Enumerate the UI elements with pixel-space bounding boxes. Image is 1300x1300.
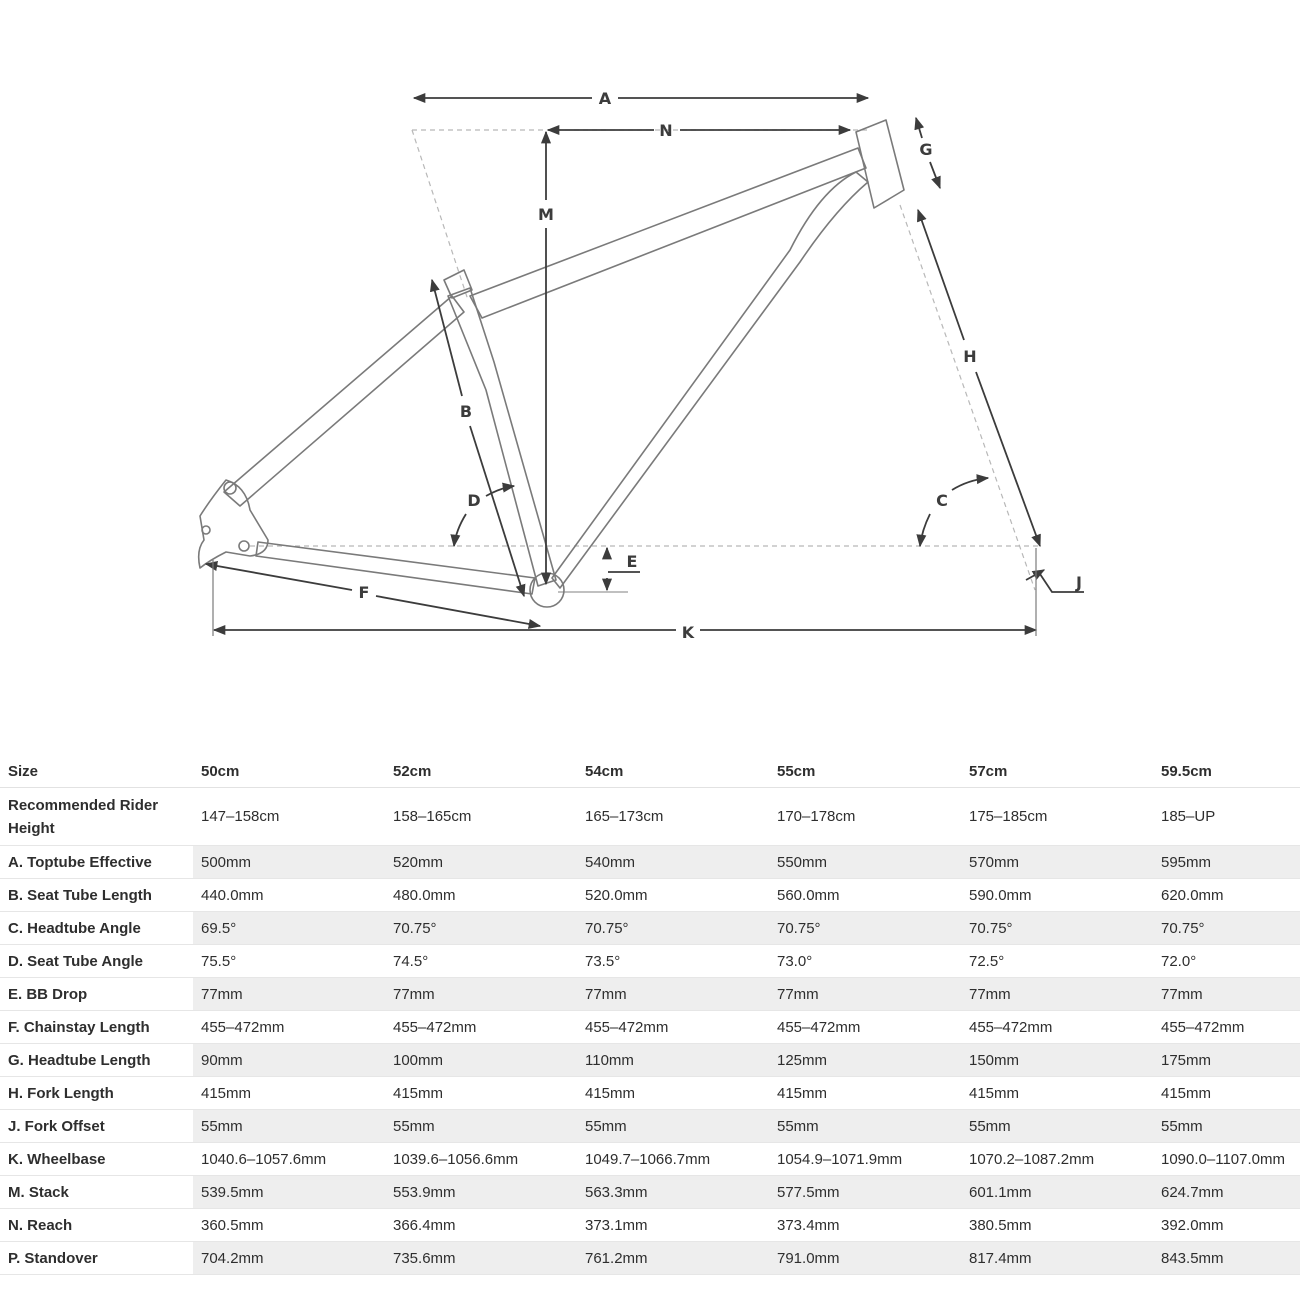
row-label: Recommended Rider Height xyxy=(0,788,193,846)
table-cell: 77mm xyxy=(1153,978,1300,1011)
table-cell: 590.0mm xyxy=(961,879,1153,912)
table-cell: 620.0mm xyxy=(1153,879,1300,912)
table-cell: 550mm xyxy=(769,846,961,879)
label-k: K xyxy=(681,623,695,642)
table-cell: 415mm xyxy=(961,1077,1153,1110)
table-row xyxy=(0,945,1300,978)
label-a: A xyxy=(598,89,612,108)
table-cell: 1049.7–1066.7mm xyxy=(577,1143,769,1176)
table-cell: 817.4mm xyxy=(961,1242,1153,1275)
row-label: J. Fork Offset xyxy=(0,1110,193,1143)
label-m: M xyxy=(538,205,554,224)
table-cell: 69.5° xyxy=(193,912,385,945)
table-cell: 539.5mm xyxy=(193,1176,385,1209)
table-cell: 110mm xyxy=(577,1044,769,1077)
table-cell: 704.2mm xyxy=(193,1242,385,1275)
table-cell: 55mm xyxy=(769,1110,961,1143)
table-cell: 77mm xyxy=(961,978,1153,1011)
head-tube xyxy=(856,120,904,208)
table-row xyxy=(0,1110,1300,1143)
table-cell: 1090.0–1107.0mm xyxy=(1153,1143,1300,1176)
table-cell: 175mm xyxy=(1153,1044,1300,1077)
table-cell: 165–173cm xyxy=(577,788,769,846)
table-cell: 415mm xyxy=(1153,1077,1300,1110)
dim-b-top xyxy=(432,280,462,396)
table-row xyxy=(0,1143,1300,1176)
seat-stay xyxy=(224,296,464,506)
table-cell: 392.0mm xyxy=(1153,1209,1300,1242)
table-row xyxy=(0,1077,1300,1110)
table-cell: 595mm xyxy=(1153,846,1300,879)
label-e: E xyxy=(626,552,638,571)
table-row xyxy=(0,978,1300,1011)
table-cell: 415mm xyxy=(577,1077,769,1110)
table-cell: 455–472mm xyxy=(193,1011,385,1044)
dim-c-arc-left xyxy=(920,514,930,546)
table-cell: 77mm xyxy=(385,978,577,1011)
table-cell: 415mm xyxy=(385,1077,577,1110)
seat-collar xyxy=(444,270,472,298)
table-cell: 520.0mm xyxy=(577,879,769,912)
table-cell: 55mm xyxy=(385,1110,577,1143)
header-size-6: 59.5cm xyxy=(1153,756,1300,788)
table-cell: 440.0mm xyxy=(193,879,385,912)
dim-f-left xyxy=(206,564,352,590)
table-cell: 1070.2–1087.2mm xyxy=(961,1143,1153,1176)
bottom-bracket xyxy=(530,573,564,607)
table-cell: 601.1mm xyxy=(961,1176,1153,1209)
seat-tube xyxy=(448,288,556,586)
label-f: F xyxy=(358,583,370,602)
table-cell: 55mm xyxy=(1153,1110,1300,1143)
table-cell: 185–UP xyxy=(1153,788,1300,846)
table-row xyxy=(0,1176,1300,1209)
row-label: A. Toptube Effective xyxy=(0,846,193,879)
table-cell: 70.75° xyxy=(385,912,577,945)
table-cell: 175–185cm xyxy=(961,788,1153,846)
top-tube xyxy=(470,148,866,318)
table-cell: 1040.6–1057.6mm xyxy=(193,1143,385,1176)
table-cell: 520mm xyxy=(385,846,577,879)
table-row xyxy=(0,788,1300,846)
geometry-table xyxy=(0,756,1300,1275)
table-cell: 455–472mm xyxy=(1153,1011,1300,1044)
dim-f-right xyxy=(376,596,540,626)
table-cell: 72.0° xyxy=(1153,945,1300,978)
table-cell: 73.5° xyxy=(577,945,769,978)
table-cell: 77mm xyxy=(769,978,961,1011)
table-cell: 170–178cm xyxy=(769,788,961,846)
row-label: H. Fork Length xyxy=(0,1077,193,1110)
chain-stay xyxy=(256,542,535,594)
table-row xyxy=(0,1044,1300,1077)
table-cell: 577.5mm xyxy=(769,1176,961,1209)
dim-d-arc-left xyxy=(454,514,466,546)
table-cell: 553.9mm xyxy=(385,1176,577,1209)
table-cell: 366.4mm xyxy=(385,1209,577,1242)
table-cell: 624.7mm xyxy=(1153,1176,1300,1209)
table-cell: 791.0mm xyxy=(769,1242,961,1275)
dim-c-arc-right xyxy=(952,478,988,490)
table-cell: 500mm xyxy=(193,846,385,879)
table-row xyxy=(0,912,1300,945)
header-size-4: 55cm xyxy=(769,756,961,788)
table-row xyxy=(0,1209,1300,1242)
dimension-labels xyxy=(359,89,1082,642)
label-c: C xyxy=(936,491,948,510)
row-label: D. Seat Tube Angle xyxy=(0,945,193,978)
row-label: M. Stack xyxy=(0,1176,193,1209)
table-cell: 415mm xyxy=(769,1077,961,1110)
table-cell: 380.5mm xyxy=(961,1209,1153,1242)
reference-lines xyxy=(250,130,1040,590)
table-cell: 73.0° xyxy=(769,945,961,978)
table-cell: 373.1mm xyxy=(577,1209,769,1242)
table-cell: 90mm xyxy=(193,1044,385,1077)
table-row xyxy=(0,879,1300,912)
label-j: J xyxy=(1076,573,1082,592)
row-label: E. BB Drop xyxy=(0,978,193,1011)
table-cell: 125mm xyxy=(769,1044,961,1077)
table-cell: 570mm xyxy=(961,846,1153,879)
table-cell: 70.75° xyxy=(769,912,961,945)
header-size-2: 52cm xyxy=(385,756,577,788)
table-cell: 540mm xyxy=(577,846,769,879)
table-cell: 735.6mm xyxy=(385,1242,577,1275)
table-cell: 147–158cm xyxy=(193,788,385,846)
table-header-row xyxy=(0,756,1300,788)
row-label: F. Chainstay Length xyxy=(0,1011,193,1044)
table-cell: 1039.6–1056.6mm xyxy=(385,1143,577,1176)
dim-h-bottom xyxy=(976,372,1040,546)
dim-g-top xyxy=(916,118,922,138)
table-cell: 455–472mm xyxy=(769,1011,961,1044)
table-cell: 560.0mm xyxy=(769,879,961,912)
dimension-lines xyxy=(206,98,1084,636)
table-cell: 455–472mm xyxy=(385,1011,577,1044)
table-cell: 55mm xyxy=(577,1110,769,1143)
label-h: H xyxy=(963,347,977,366)
table-cell: 455–472mm xyxy=(577,1011,769,1044)
table-cell: 158–165cm xyxy=(385,788,577,846)
dropout-bolt-upper xyxy=(224,482,236,494)
table-cell: 373.4mm xyxy=(769,1209,961,1242)
table-row xyxy=(0,846,1300,879)
table-cell: 70.75° xyxy=(961,912,1153,945)
table-cell: 415mm xyxy=(193,1077,385,1110)
table-cell: 1054.9–1071.9mm xyxy=(769,1143,961,1176)
table-row xyxy=(0,1011,1300,1044)
table-cell: 70.75° xyxy=(1153,912,1300,945)
row-label: C. Headtube Angle xyxy=(0,912,193,945)
label-b: B xyxy=(459,402,473,421)
row-label: G. Headtube Length xyxy=(0,1044,193,1077)
table-cell: 77mm xyxy=(193,978,385,1011)
table-cell: 55mm xyxy=(961,1110,1153,1143)
label-g: G xyxy=(919,140,933,159)
derailleur-hanger xyxy=(202,526,210,534)
table-cell: 455–472mm xyxy=(961,1011,1153,1044)
row-label: K. Wheelbase xyxy=(0,1143,193,1176)
table-cell: 360.5mm xyxy=(193,1209,385,1242)
label-n: N xyxy=(659,121,673,140)
bike-frame xyxy=(199,120,904,607)
header-size: Size xyxy=(0,756,193,788)
table-cell: 563.3mm xyxy=(577,1176,769,1209)
header-size-1: 50cm xyxy=(193,756,385,788)
row-label: N. Reach xyxy=(0,1209,193,1242)
dim-g-bottom xyxy=(930,162,940,188)
table-cell: 77mm xyxy=(577,978,769,1011)
dropout-bolt-lower xyxy=(239,541,249,551)
table-cell: 100mm xyxy=(385,1044,577,1077)
row-label: P. Standover xyxy=(0,1242,193,1275)
table-cell: 72.5° xyxy=(961,945,1153,978)
table-cell: 150mm xyxy=(961,1044,1153,1077)
down-tube xyxy=(552,172,868,588)
row-label: B. Seat Tube Length xyxy=(0,879,193,912)
table-row xyxy=(0,1242,1300,1275)
header-size-5: 57cm xyxy=(961,756,1153,788)
header-size-3: 54cm xyxy=(577,756,769,788)
table-cell: 74.5° xyxy=(385,945,577,978)
table-cell: 480.0mm xyxy=(385,879,577,912)
label-d: D xyxy=(467,491,481,510)
table-cell: 70.75° xyxy=(577,912,769,945)
table-cell: 761.2mm xyxy=(577,1242,769,1275)
table-cell: 55mm xyxy=(193,1110,385,1143)
table-cell: 75.5° xyxy=(193,945,385,978)
table-cell: 843.5mm xyxy=(1153,1242,1300,1275)
